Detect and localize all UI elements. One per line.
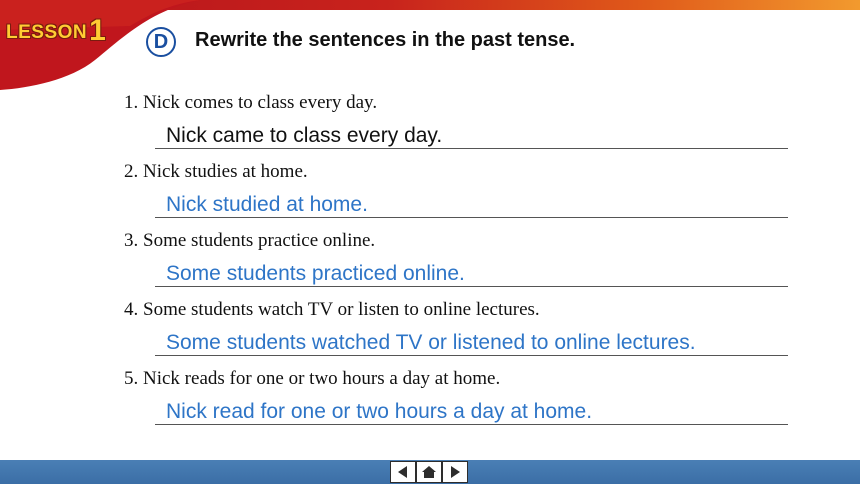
exercise-answer-2: Nick studied at home. [166,193,368,216]
exercise-prompt-3: 3. Some students practice online. [124,230,376,251]
exercise-answer-4: Some students watched TV or listened to online lectures. [166,331,696,354]
exercise-prompt-5: 5. Nick reads for one or two hours a day at home. [124,368,501,389]
lesson-number: 1 [89,14,106,47]
exercise-prompt-1: 1. Nick comes to class every day. [124,92,378,113]
slide-navigation [390,461,468,483]
exercise-prompt-4: 4. Some students watch TV or listen to online lectures. [124,299,540,320]
next-button[interactable] [443,462,467,482]
lesson-badge [6,14,106,48]
answer-line-1 [155,148,788,149]
answer-line-2 [155,217,788,218]
home-button[interactable] [417,462,441,482]
exercise-answer-1: Nick came to class every day. [166,124,443,147]
instruction-heading: Rewrite the sentences in the past tense. [195,29,576,51]
exercise-prompt-2: 2. Nick studies at home. [124,161,308,182]
lesson-label: LESSON [6,22,88,43]
answer-line-3 [155,286,788,287]
exercise-answer-5: Nick read for one or two hours a day at home. [166,400,593,423]
previous-button[interactable] [391,462,415,482]
section-letter-badge: D [146,27,176,57]
triangle-left-icon [396,465,410,479]
answer-line-4 [155,355,788,356]
home-icon [421,465,437,479]
answer-line-5 [155,424,788,425]
exercise-answer-3: Some students practiced online. [166,262,465,285]
triangle-right-icon [448,465,462,479]
